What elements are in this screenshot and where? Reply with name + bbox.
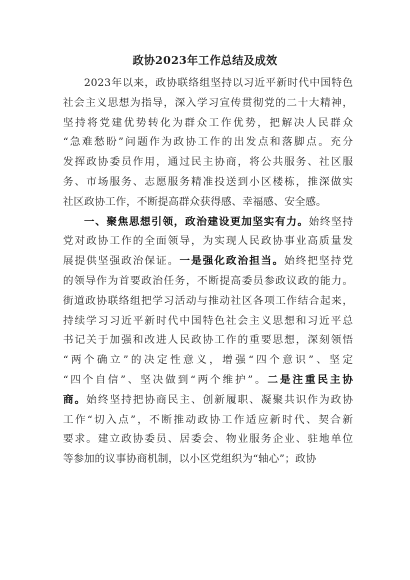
text-segment: “两个确立”的决定性意义，增强“四个意识”、坚定 bbox=[63, 354, 353, 367]
text-segment: “急难愁盼”问题作为政协工作的出发点和落脚点。充分 bbox=[63, 136, 353, 149]
text-line bbox=[63, 351, 353, 371]
document-title: 政协2023年工作总结及成效 bbox=[132, 54, 278, 67]
text-segment: 党对政协工作的全面领导，为实现人民政协事业高质量发 bbox=[63, 235, 353, 248]
text-line bbox=[63, 213, 353, 233]
text-line bbox=[63, 133, 353, 153]
text-segment: 的领导作为首要政治任务，不断提高委员参政议政的能力。 bbox=[63, 274, 353, 287]
text-segment: 社区政协工作，不断提高群众获得感、幸福感、安全感。 bbox=[63, 195, 327, 208]
text-line bbox=[63, 74, 353, 94]
text-segment: 务、市场服务、志愿服务精准投送到小区楼栋，推深做实 bbox=[63, 175, 353, 188]
text-line bbox=[63, 232, 353, 252]
text-segment: 坚持将党建优势转化为群众工作优势，把解决人民群众 bbox=[63, 116, 353, 129]
text-segment: 要求。建立政协委员、居委会、物业服务企业、驻地单位 bbox=[63, 433, 353, 446]
text-line bbox=[63, 391, 353, 411]
text-segment: 展提供坚强政治保证。 bbox=[63, 255, 180, 268]
text-line bbox=[63, 292, 353, 312]
text-segment: “四个自信”、坚决做到“两个维护”。 bbox=[63, 373, 268, 386]
text-segment: 始终坚持 bbox=[308, 215, 353, 228]
text-line bbox=[63, 153, 353, 173]
text-segment: 始终把坚持党 bbox=[284, 255, 353, 268]
text-line bbox=[63, 272, 353, 292]
text-line bbox=[63, 193, 353, 213]
text-segment: 书记关于加强和改进人民政协工作的重要思想，深刻领悟 bbox=[63, 334, 353, 347]
text-line bbox=[63, 173, 353, 193]
bold-text-segment: 一、聚焦思想引领，政治建设更加坚实有力。 bbox=[84, 215, 309, 228]
text-segment: 始终坚持把协商民主、创新履职、凝聚共识作为政协 bbox=[86, 393, 353, 406]
bold-text-segment: 二是注重民主协 bbox=[267, 373, 353, 386]
text-line bbox=[63, 371, 353, 391]
text-line bbox=[63, 114, 353, 134]
text-segment: 等参加的议事协商机制，以小区党组织为“轴心”；政协 bbox=[63, 453, 317, 466]
text-segment: 发挥政协委员作用，通过民主协商，将公共服务、社区服 bbox=[63, 156, 353, 169]
bold-text-segment: 一是强化政治担当。 bbox=[179, 255, 285, 268]
text-segment: 街道政协联络组把学习活动与推动社区各项工作结合起来， bbox=[63, 294, 353, 307]
text-line bbox=[63, 411, 353, 431]
text-line bbox=[63, 450, 353, 470]
text-segment: 2023年以来，政协联络组坚持以习近平新时代中国特色 bbox=[84, 77, 353, 89]
text-line bbox=[63, 94, 353, 114]
text-line bbox=[63, 252, 353, 272]
text-segment: 社会主义思想为指导，深入学习宣传贯彻党的二十大精神， bbox=[63, 96, 353, 109]
text-line bbox=[63, 331, 353, 351]
bold-text-segment: 商。 bbox=[63, 393, 87, 406]
text-segment: 工作“切入点”，不断推动政协工作适应新时代、契合新 bbox=[63, 413, 353, 426]
text-line bbox=[63, 430, 353, 450]
document-body bbox=[63, 74, 353, 470]
text-line bbox=[63, 312, 353, 332]
text-segment: 持续学习习近平新时代中国特色社会主义思想和习近平总 bbox=[63, 314, 353, 327]
